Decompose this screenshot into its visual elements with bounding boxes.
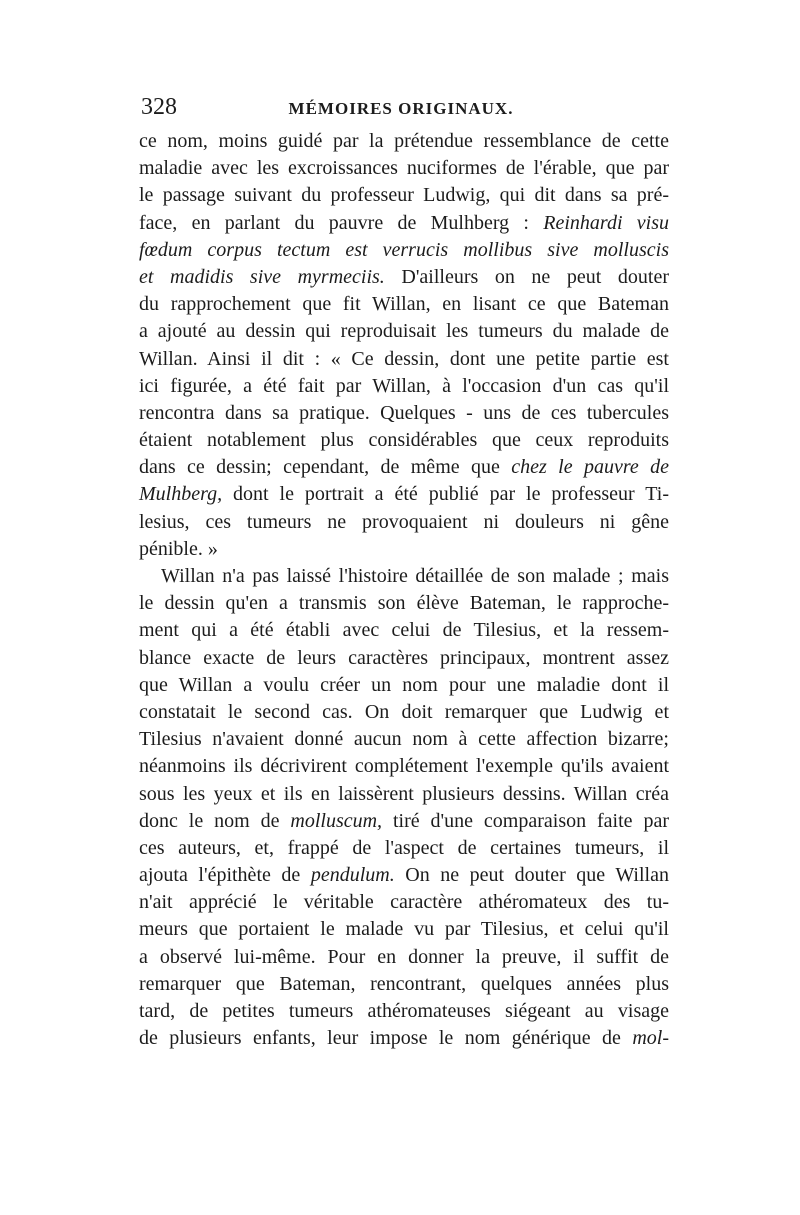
- text-line: [139, 155, 669, 182]
- text-line: [139, 373, 669, 400]
- text-line: [139, 182, 669, 209]
- text-line: [139, 889, 669, 916]
- text-line: [139, 998, 669, 1025]
- text-segment: tard, de petites tumeurs athéromateuses siégeant au visage: [139, 1000, 669, 1022]
- text-line: [139, 617, 669, 644]
- text-line: [139, 835, 669, 862]
- text-line: [139, 781, 669, 808]
- text-segment: lesius, ces tumeurs ne provoquaient ni douleurs ni gêne: [139, 510, 669, 533]
- text-segment: remarquer que Bateman, rencontrant, quelques années plus: [139, 972, 669, 995]
- text-segment: de plusieurs enfants, leur impose le nom générique de: [139, 1027, 633, 1050]
- text-segment: a observé lui-même. Pour en donner la preuve, il suffit de: [139, 945, 669, 968]
- text-segment: n'ait apprécié le véritable caractère athéromateux des tu-: [139, 891, 669, 914]
- text-segment: Willan n'a pas laissé l'histoire détaillée de son malade ; mais: [161, 565, 669, 587]
- text-line: [139, 128, 669, 155]
- text-segment: ce nom, moins guidé par la prétendue ressemblance de cette: [139, 130, 669, 152]
- text-line: [139, 862, 669, 889]
- text-line: [139, 481, 669, 508]
- text-segment: constatait le second cas. On doit remarquer que Ludwig et: [139, 700, 669, 723]
- text-line: [139, 291, 669, 318]
- text-segment: Willan. Ainsi il dit : « Ce dessin, dont une petite partie est: [139, 347, 669, 370]
- italic-text: Mulhberg,: [139, 483, 223, 506]
- text-segment: néanmoins ils décrivirent complétement l'exemple qu'ils avaient: [139, 755, 669, 778]
- text-line: [139, 318, 669, 345]
- text-segment: donc le nom de: [139, 809, 291, 832]
- italic-text: Reinhardi visu: [543, 211, 670, 234]
- text-segment: blance exacte de leurs caractères principaux, montrent assez: [139, 646, 669, 669]
- text-line: [139, 726, 669, 753]
- page-header: [137, 94, 665, 124]
- text-segment: le passage suivant du professeur Ludwig, qui dit dans sa pré-: [139, 184, 669, 207]
- text-line: [139, 536, 669, 563]
- italic-text: mol-: [632, 1027, 669, 1050]
- italic-text: pendulum.: [310, 864, 395, 887]
- text-segment: ajouta l'épithète de: [139, 864, 311, 887]
- text-segment: Tilesius n'avaient donné aucun nom à cette affection bizarre;: [139, 728, 669, 751]
- text-segment: pénible. »: [139, 537, 218, 560]
- text-segment: maladie avec les excroissances nuciformes de l'érable, que par: [139, 157, 669, 180]
- text-segment: rencontra dans sa pratique. Quelques - uns de ces tubercules: [139, 401, 669, 424]
- text-line: [139, 971, 669, 998]
- text-segment: meurs que portaient le malade vu par Tilesius, et celui qu'il: [139, 918, 669, 941]
- text-line: [139, 210, 669, 237]
- text-line: [139, 672, 669, 699]
- text-line: [139, 753, 669, 780]
- text-segment: ment qui a été établi avec celui de Tilesius, et la ressem-: [139, 619, 669, 642]
- text-line: [139, 237, 669, 264]
- text-segment: sous les yeux et ils en laissèrent plusieurs dessins. Willan créa: [139, 782, 669, 805]
- text-segment: a ajouté au dessin qui reproduisait les tumeurs du malade de: [139, 320, 669, 343]
- italic-text: chez le pauvre de: [511, 456, 669, 479]
- text-segment: tiré d'une comparaison faite par: [382, 809, 669, 832]
- italic-text: fœdum corpus tectum est verrucis mollibus sive molluscis: [139, 238, 669, 261]
- text-segment: que Willan a voulu créer un nom pour une maladie dont il: [139, 673, 669, 696]
- text-line: [139, 563, 669, 590]
- text-segment: dans ce dessin; cependant, de même que: [139, 456, 512, 479]
- text-segment: ici figurée, a été fait par Willan, à l'occasion d'un cas qu'il: [139, 374, 669, 397]
- text-line: [139, 454, 669, 481]
- text-segment: le dessin qu'en a transmis son élève Bateman, le rapproche-: [139, 592, 669, 615]
- text-line: [139, 808, 669, 835]
- text-line: [139, 264, 669, 291]
- text-line: [139, 346, 669, 373]
- text-segment: ces auteurs, et, frappé de l'aspect de certaines tumeurs, il: [139, 836, 669, 859]
- body-text: [139, 128, 669, 1052]
- text-line: [139, 427, 669, 454]
- italic-text: et madidis sive myrmeciis.: [139, 265, 385, 288]
- text-segment: dont le portrait a été publié par le professeur Ti-: [222, 483, 669, 506]
- text-line: [139, 944, 669, 971]
- running-title: MÉMOIRES ORIGINAUX.: [288, 99, 514, 118]
- text-line: [139, 699, 669, 726]
- text-line: [139, 916, 669, 943]
- text-segment: D'ailleurs on ne peut douter: [384, 265, 669, 288]
- text-line: [139, 1025, 669, 1052]
- text-line: [139, 645, 669, 672]
- text-line: [139, 590, 669, 617]
- text-segment: face, en parlant du pauvre de Mulhberg :: [139, 211, 544, 234]
- italic-text: molluscum,: [290, 809, 383, 832]
- text-line: [139, 400, 669, 427]
- text-segment: On ne peut douter que Willan: [394, 864, 669, 887]
- page-number: 328: [141, 94, 177, 120]
- text-segment: étaient notablement plus considérables que ceux reproduits: [139, 429, 669, 452]
- text-segment: du rapprochement que fit Willan, en lisant ce que Bateman: [139, 293, 669, 316]
- text-line: [139, 509, 669, 536]
